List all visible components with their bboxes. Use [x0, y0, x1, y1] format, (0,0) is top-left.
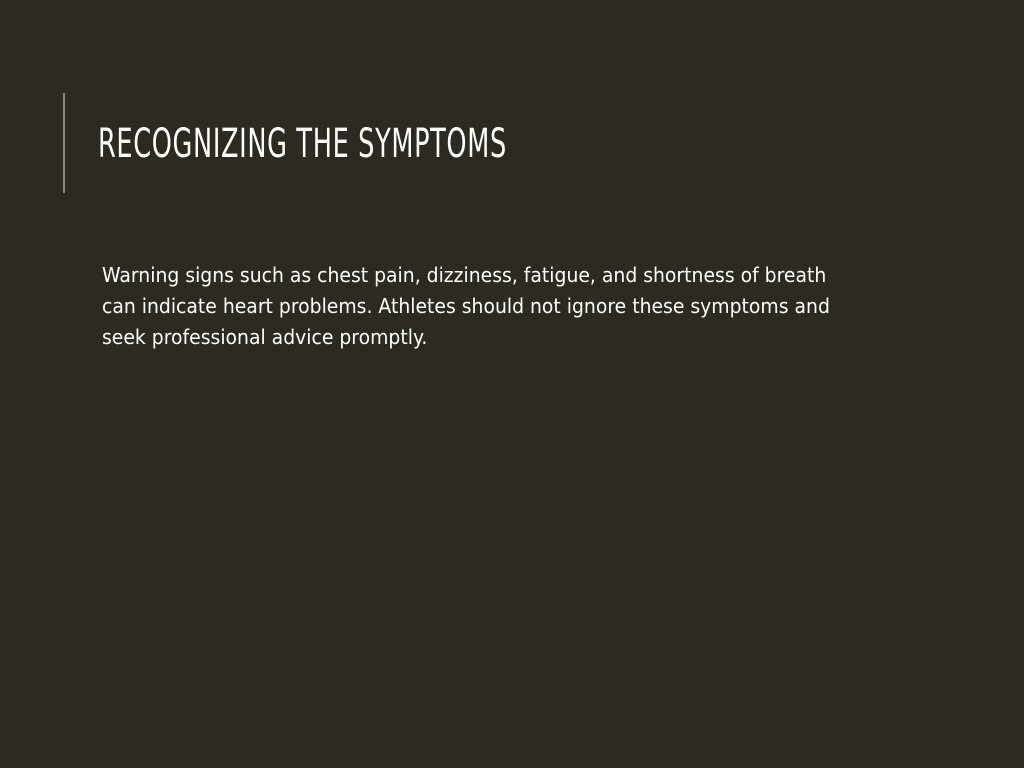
slide-title: RECOGNIZING THE SYMPTOMS [98, 121, 507, 167]
title-accent-divider [63, 93, 65, 193]
slide-body-text: Warning signs such as chest pain, dizziness, fatigue, and shortness of breath can indicate heart problems. Athletes should not ignore these symptoms and seek professional advice promptly. [102, 263, 830, 349]
